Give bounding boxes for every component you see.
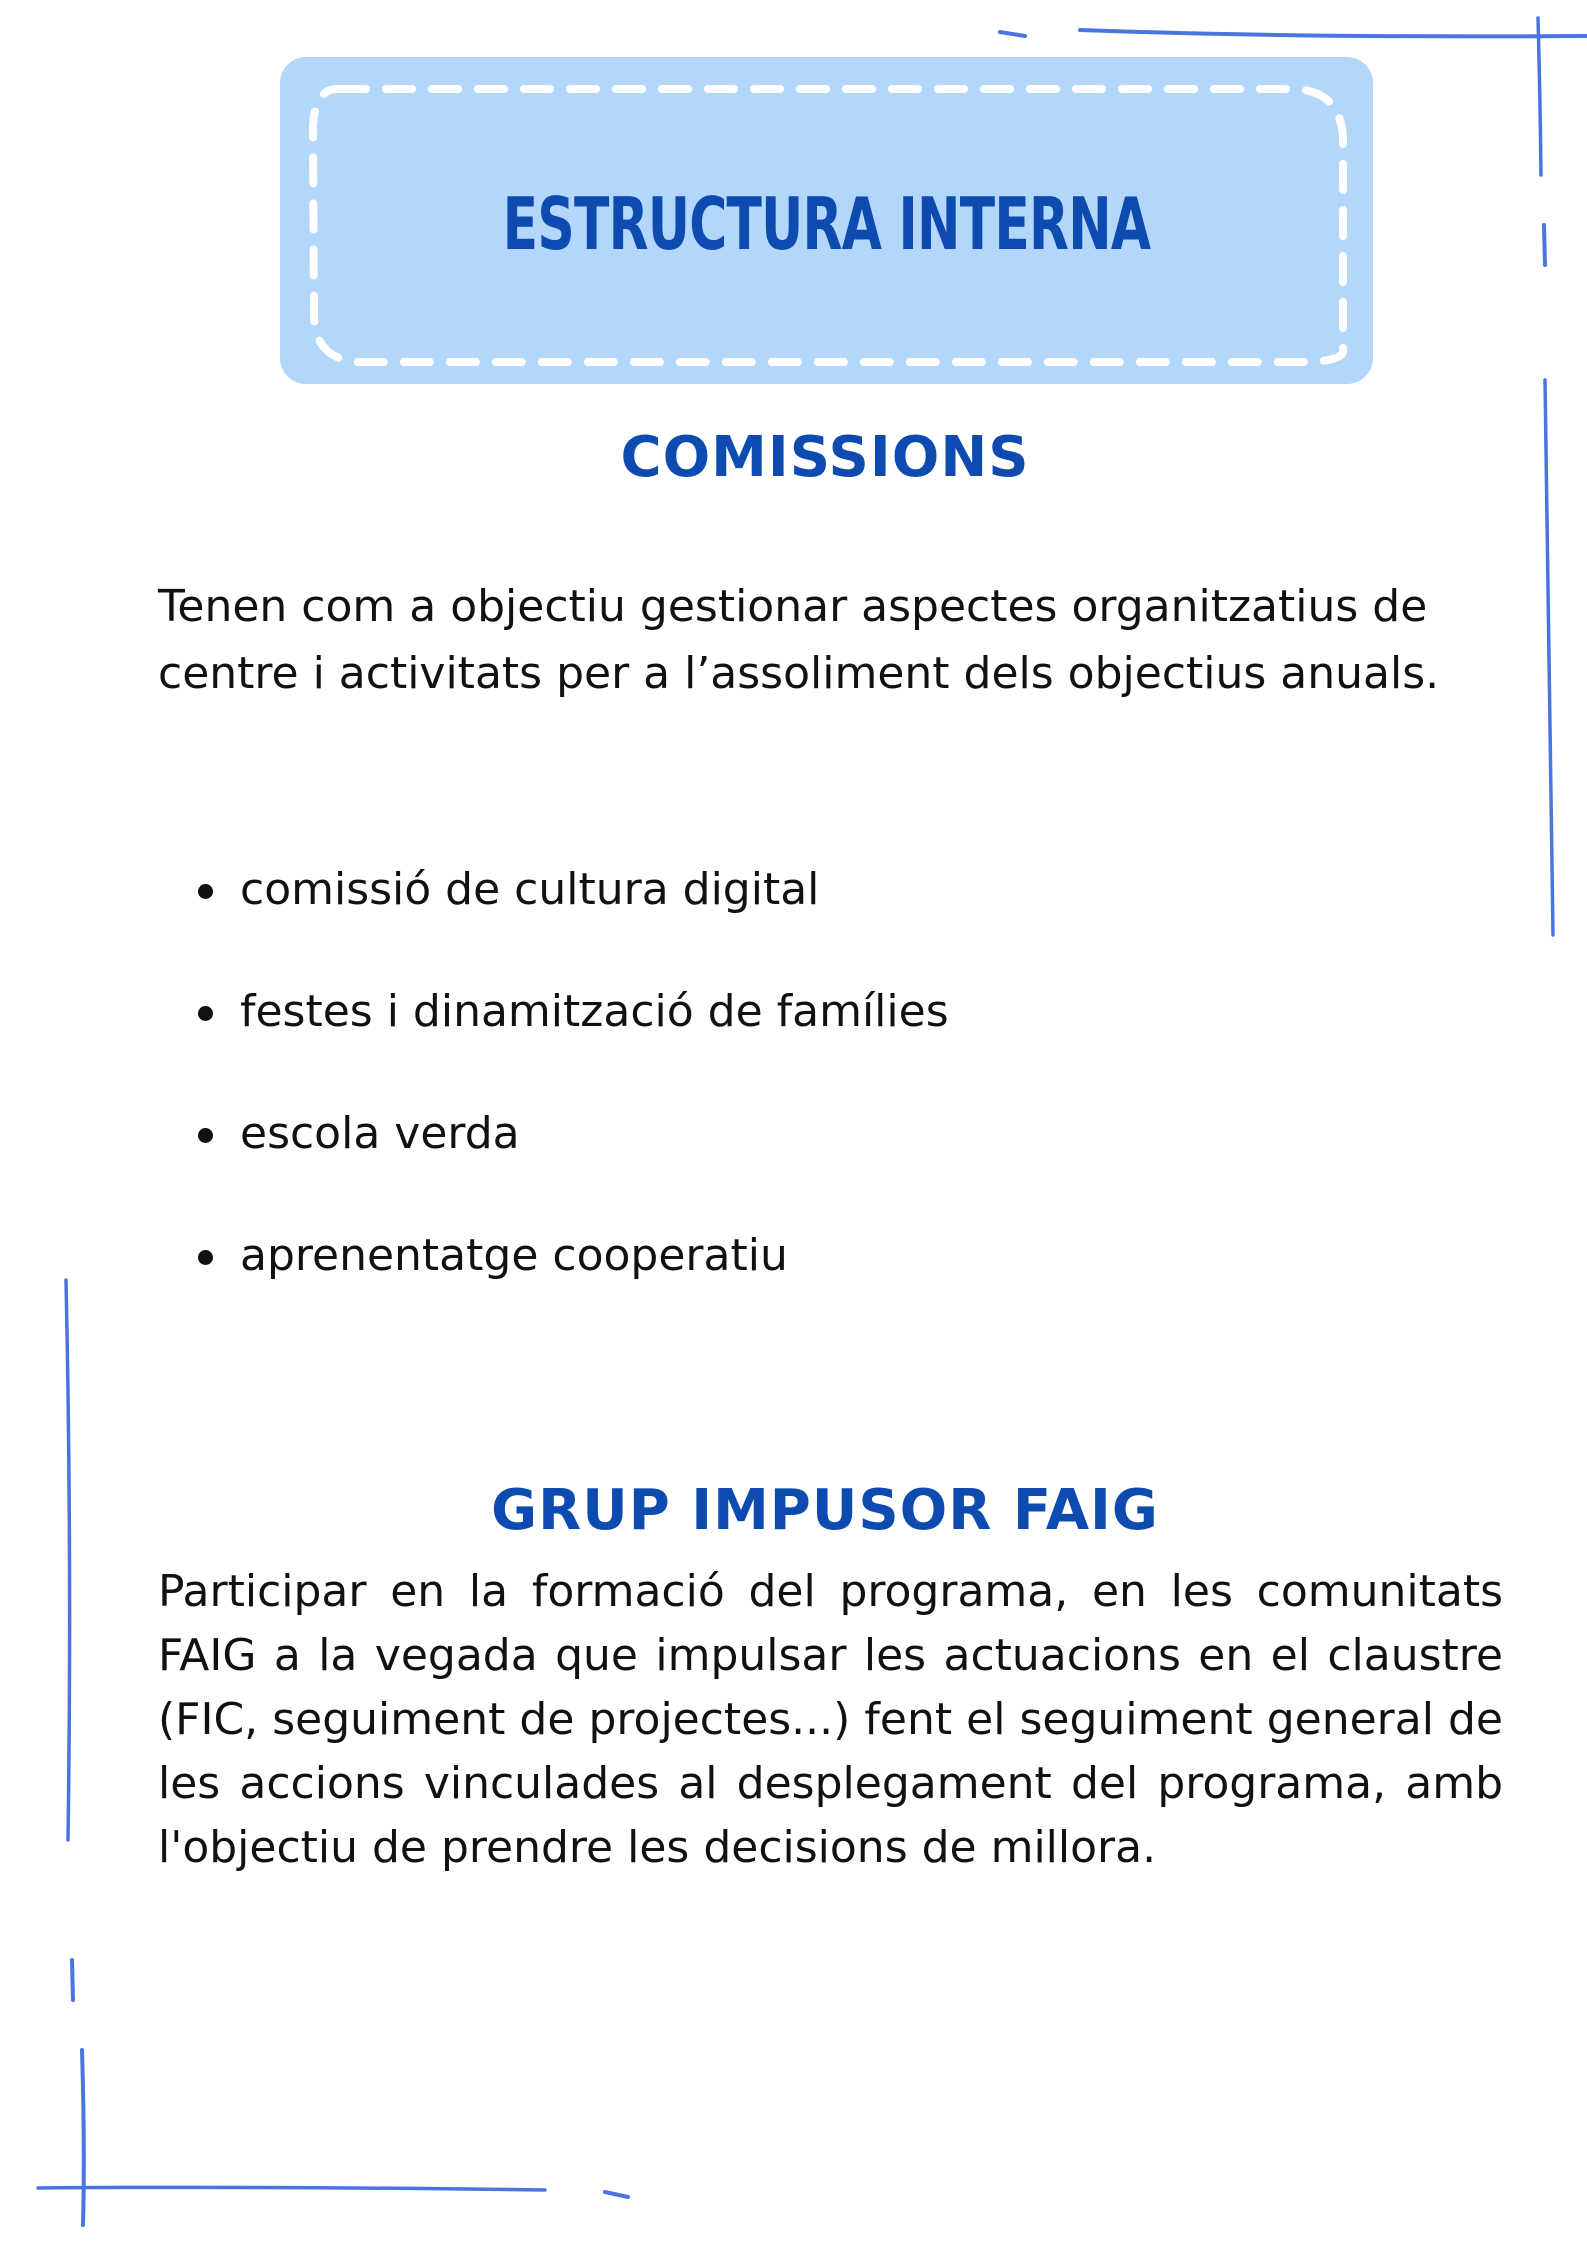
comissions-list	[195, 855, 949, 1343]
faig-description: Participar en la formació del programa, en les comunitats FAIG a la vegada que impulsar les actuacions en el claustre (FIC, seguiment de projectes...) fent el seguiment general de les accions vinculades al desplegament del programa, amb l'objectiu de prendre les decisions de millora.	[158, 1566, 1503, 1873]
list-item-label: escola verda	[240, 1108, 520, 1159]
bullet-icon	[198, 884, 213, 899]
bullet-icon	[198, 1128, 213, 1143]
comissions-description: Tenen com a objectiu gestionar aspectes organitzatius de centre i activitats per a l’assoliment dels objectius anuals.	[158, 581, 1440, 699]
list-item-label: comissió de cultura digital	[240, 864, 820, 915]
title-banner	[280, 57, 1373, 384]
list-item	[195, 977, 949, 1099]
bullet-icon	[198, 1250, 213, 1265]
comissions-heading: COMISSIONS	[620, 425, 1030, 490]
bullet-icon	[198, 1006, 213, 1021]
page-title: ESTRUCTURA INTERNA	[502, 181, 1151, 266]
list-item-label: aprenentatge cooperatiu	[240, 1230, 788, 1281]
faig-heading: GRUP IMPUSOR FAIG	[491, 1478, 1159, 1543]
list-item-label: festes i dinamització de famílies	[240, 986, 949, 1037]
list-item	[195, 1221, 949, 1343]
list-item	[195, 855, 949, 977]
list-item	[195, 1099, 949, 1221]
